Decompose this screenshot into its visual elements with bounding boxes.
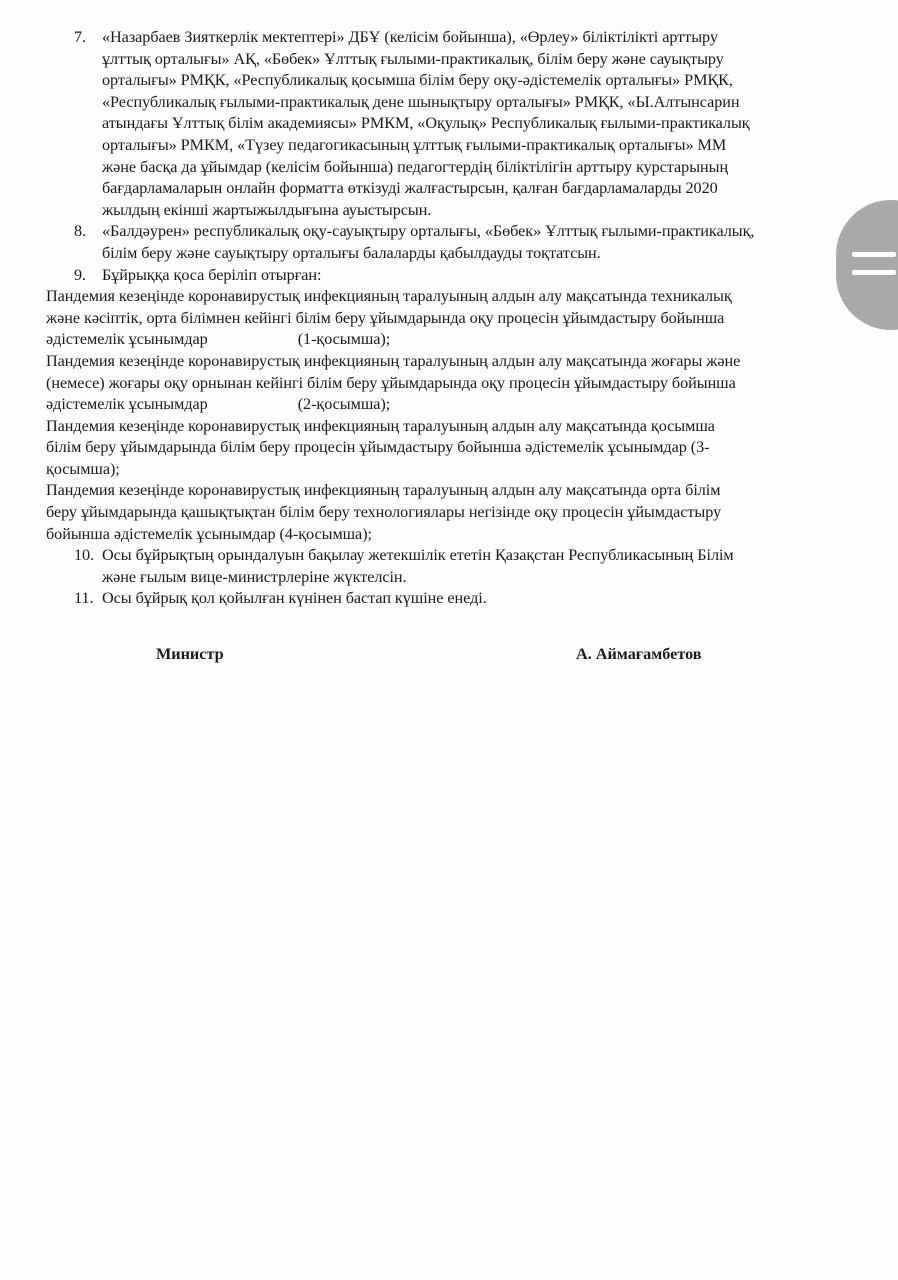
line: «Балдәурен» республикалық оқу-сауықтыру орталығы, «Бөбек» Ұлттық ғылыми-практикалық, xyxy=(102,222,755,241)
line: атындағы Ұлттық білім академиясы» РМКМ, «Оқулық» Республикалық ғылыми-практикалық xyxy=(102,114,750,133)
line-text: әдістемелік ұсынымдар xyxy=(46,395,208,414)
list-item-10 xyxy=(46,545,862,588)
menu-lines-icon xyxy=(852,252,896,257)
signatory-name: А. Аймағамбетов xyxy=(576,645,702,663)
annex-paragraph-1 xyxy=(46,286,862,351)
document-body xyxy=(46,27,862,610)
list-item-11 xyxy=(46,588,862,610)
line: бойынша әдістемелік ұсынымдар (4-қосымша); xyxy=(46,524,372,543)
line: Пандемия кезеңінде коронавирустық инфекцияның таралуының алдын алу мақсатында техникалық xyxy=(46,287,732,306)
line: қосымша); xyxy=(46,459,120,478)
annex-paragraph-4 xyxy=(46,480,862,545)
line: Осы бұйрық қол қойылған күнінен бастап күшіне енеді. xyxy=(102,589,487,608)
list-item-9 xyxy=(46,265,862,287)
line: Бұйрыққа қоса беріліп отырған: xyxy=(102,265,322,284)
item-number: 8. xyxy=(74,222,87,241)
menu-lines-icon xyxy=(852,270,896,275)
line: білім беру және сауықтыру орталығы балаларды қабылдауды тоқтатсын. xyxy=(102,243,601,262)
line: (немесе) жоғары оқу орнынан кейінгі білім беру ұйымдарында оқу процесін ұйымдастыру бойынша xyxy=(46,373,736,392)
line: ұлттық орталығы» АҚ, «Бөбек» Ұлттық ғылыми-практикалық, білім беру және сауықтыру xyxy=(102,49,724,68)
line: беру ұйымдарында қашықтықтан білім беру технологиялары негізінде оқу процесін ұйымдастыру xyxy=(46,503,722,522)
line: Осы бұйрықтың орындалуын бақылау жетекшілік ететін Қазақстан Республикасының Білім xyxy=(102,546,734,565)
annex-ref: (2-қосымша); xyxy=(297,395,391,414)
line: бағдарламаларын онлайн форматта өткізуді жалғастырсын, қалған бағдарламаларды 2020 xyxy=(102,179,718,198)
list-item-7 xyxy=(46,27,862,221)
line: Пандемия кезеңінде коронавирустық инфекцияның таралуының алдын алу мақсатында қосымша xyxy=(46,416,715,435)
line: және басқа да ұйымдар (келісім бойынша) педагогтердің біліктілігін арттыру курстарының xyxy=(102,157,729,176)
line: және ғылым вице-министрлеріне жүктелсін. xyxy=(102,567,407,586)
line: орталығы» РМКМ, «Түзеу педагогикасының ұлттық ғылыми-практикалық орталығы» ММ xyxy=(102,135,727,154)
item-number: 11. xyxy=(74,589,94,608)
line-text: әдістемелік ұсынымдар xyxy=(46,330,208,349)
item-number: 9. xyxy=(74,265,87,284)
annex-paragraph-3 xyxy=(46,416,862,481)
line: жылдың екінші жартыжылдығына ауыстырсын. xyxy=(102,200,432,219)
line: орталығы» РМҚК, «Республикалық қосымша білім беру оқу-әдістемелік орталығы» РМҚК, xyxy=(102,71,733,90)
line: және кәсіптік, орта білімнен кейінгі білім беру ұйымдарында оқу процесін ұйымдастыру бойынша xyxy=(46,308,725,327)
line: білім беру ұйымдарында білім беру процесін ұйымдастыру бойынша әдістемелік ұсынымдар (3- xyxy=(46,438,710,457)
list-item-8 xyxy=(46,221,862,264)
line-with-ref xyxy=(46,394,862,416)
line: «Республикалық ғылыми-практикалық дене шынықтыру орталығы» РМҚК, «Ы.Алтынсарин xyxy=(102,92,740,111)
item-number: 7. xyxy=(74,28,87,46)
annex-paragraph-2 xyxy=(46,351,862,416)
line: Пандемия кезеңінде коронавирустық инфекцияның таралуының алдын алу мақсатында орта білім xyxy=(46,481,721,500)
annex-ref: (1-қосымша); xyxy=(297,330,391,349)
item-number: 10. xyxy=(74,546,95,565)
signatory-title: Министр xyxy=(156,645,224,663)
line: Пандемия кезеңінде коронавирустық инфекцияның таралуының алдын алу мақсатында жоғары және xyxy=(46,351,741,370)
signature-block xyxy=(0,645,898,669)
line: «Назарбаев Зияткерлік мектептері» ДБҰ (келісім бойынша), «Өрлеу» біліктілікті арттыру xyxy=(102,28,718,46)
line-with-ref xyxy=(46,329,862,351)
